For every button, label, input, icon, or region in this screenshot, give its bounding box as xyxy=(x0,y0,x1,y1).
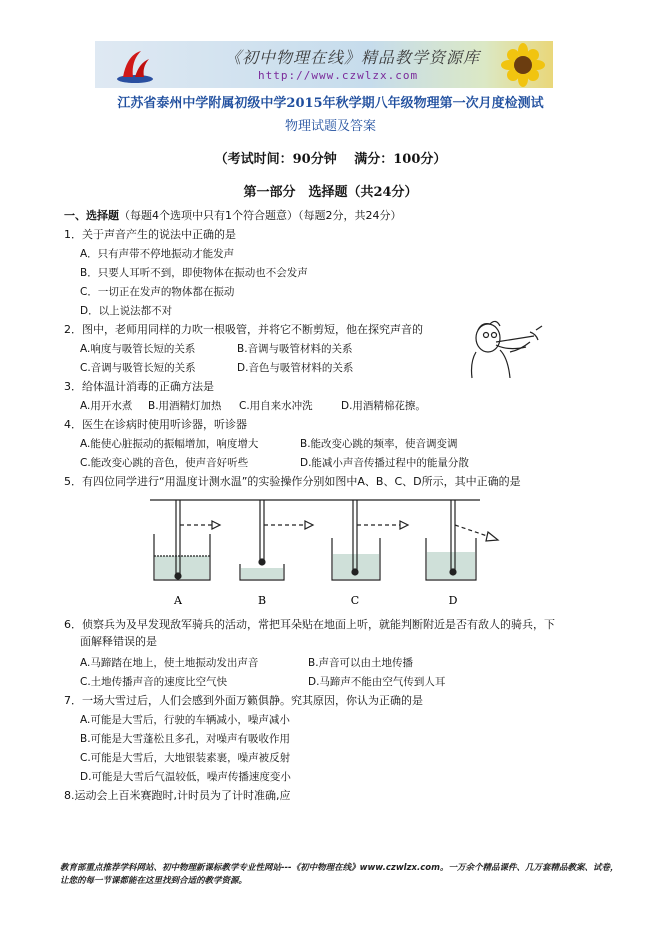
q2-option-b: B.音调与吸管材料的关系 xyxy=(237,343,353,355)
q7-option-c: C.可能是大雪后，大地银装素裹，噪声被反射 xyxy=(80,752,291,764)
q7-option-a: A.可能是大雪后，行驶的车辆减小，噪声减小 xyxy=(80,714,290,726)
question-3-stem: 3．给体温计消毒的正确方法是 xyxy=(64,380,214,393)
banner-title: 《初中物理在线》精品教学资源库 xyxy=(225,48,481,67)
figure-label-b: B xyxy=(257,594,267,607)
q1-option-d: D．以上说法都不对 xyxy=(80,305,173,317)
q3-option-a: A.用开水煮 xyxy=(80,400,133,412)
teacher-blowing-straw-figure xyxy=(466,318,556,380)
q4-option-b: B.能改变心跳的频率，使音调变调 xyxy=(300,438,458,450)
section-note: （每题4个选项中只有1个符合题意）（每题2分，共24分） xyxy=(119,209,402,222)
q3-option-c: C.用自来水冲洗 xyxy=(239,400,313,412)
q1-option-c: C．一切正在发声的物体都在振动 xyxy=(80,286,235,298)
site-logo-icon xyxy=(115,45,155,85)
document-subtitle: 物理试题及答案 xyxy=(284,119,376,134)
question-5-stem: 5．有四位同学进行“用温度计测水温”的实验操作分别如图中A、B、C、D所示，其中正确的是 xyxy=(64,475,521,488)
question-1-stem: 1．关于声音产生的说法中正确的是 xyxy=(64,228,236,241)
q4-option-d: D.能减小声音传播过程中的能量分散 xyxy=(300,457,469,469)
q6-option-a: A.马蹄踏在地上，使土地振动发出声音 xyxy=(80,657,259,669)
question-6-stem: 6．侦察兵为及早发现敌军骑兵的活动，常把耳朵贴在地面上听，就能判断附近是否有敌人的骑兵，下 xyxy=(64,618,555,631)
q1-option-b: B．只要人耳听不到，即使物体在振动也不会发声 xyxy=(80,267,308,279)
q6-option-d: D.马蹄声不能由空气传到人耳 xyxy=(308,676,446,688)
thermometer-experiment-figure xyxy=(140,492,500,610)
q4-option-c: C.能改变心跳的音色，使声音好听些 xyxy=(80,457,249,469)
part-title: 第一部分 选择题（共24分） xyxy=(243,185,418,200)
sunflower-icon xyxy=(501,43,545,87)
q6-option-c: C.土地传播声音的速度比空气快 xyxy=(80,676,228,688)
section-heading xyxy=(64,209,402,223)
q4-option-a: A.能使心脏振动的振幅增加，响度增大 xyxy=(80,438,259,450)
document-title: 江苏省泰州中学附属初级中学2015年秋学期八年级物理第一次月度检测试 xyxy=(117,96,544,111)
q3-option-b: B.用酒精灯加热 xyxy=(148,400,222,412)
site-banner xyxy=(95,41,553,88)
q7-option-d: D.可能是大雪后气温较低，噪声传播速度变小 xyxy=(80,771,291,783)
q6-option-b: B.声音可以由土地传播 xyxy=(308,657,414,669)
q2-option-d: D.音色与吸管材料的关系 xyxy=(237,362,354,374)
q3-option-d: D.用酒精棉花擦。 xyxy=(341,400,426,412)
banner-url[interactable]: http://www.czwlzx.com xyxy=(258,69,419,82)
beaker-c xyxy=(332,500,408,580)
beaker-b xyxy=(240,500,313,580)
section-label: 一、选择题 xyxy=(64,209,119,222)
question-4-stem: 4．医生在诊病时使用听诊器，听诊器 xyxy=(64,418,247,431)
question-8-stem: 8.运动会上百米赛跑时,计时员为了计时准确,应 xyxy=(64,789,291,802)
q7-option-b: B.可能是大雪蓬松且多孔，对噪声有吸收作用 xyxy=(80,733,291,745)
figure-label-d: D xyxy=(448,594,458,607)
figure-label-a: A xyxy=(174,594,182,607)
page-footer: 教育部重点推荐学科网站、初中物理新课标教学专业性网站---《初中物理在线》www.czwlzx.com。一万余个精品课件、几万套精品教案、试卷，让您的每一节课都能在这里找到合适的教学资源。 xyxy=(60,863,619,886)
question-2-stem: 2．图中，老师用同样的力吹一根吸管，并将它不断剪短，他在探究声音的 xyxy=(64,323,423,336)
q2-option-a: A.响度与吸管长短的关系 xyxy=(80,343,196,355)
question-6-stem-continued: 面解释错误的是 xyxy=(80,635,157,648)
question-7-stem: 7．一场大雪过后，人们会感到外面万籁俱静。究其原因，你认为正确的是 xyxy=(64,694,423,707)
beaker-a xyxy=(154,500,220,580)
exam-info: （考试时间：90分钟 满分：100分） xyxy=(214,152,447,167)
q2-option-c: C.音调与吸管长短的关系 xyxy=(80,362,196,374)
q1-option-a: A．只有声带不停地振动才能发声 xyxy=(80,248,235,260)
figure-label-c: C xyxy=(350,594,360,607)
beaker-d xyxy=(426,500,498,580)
